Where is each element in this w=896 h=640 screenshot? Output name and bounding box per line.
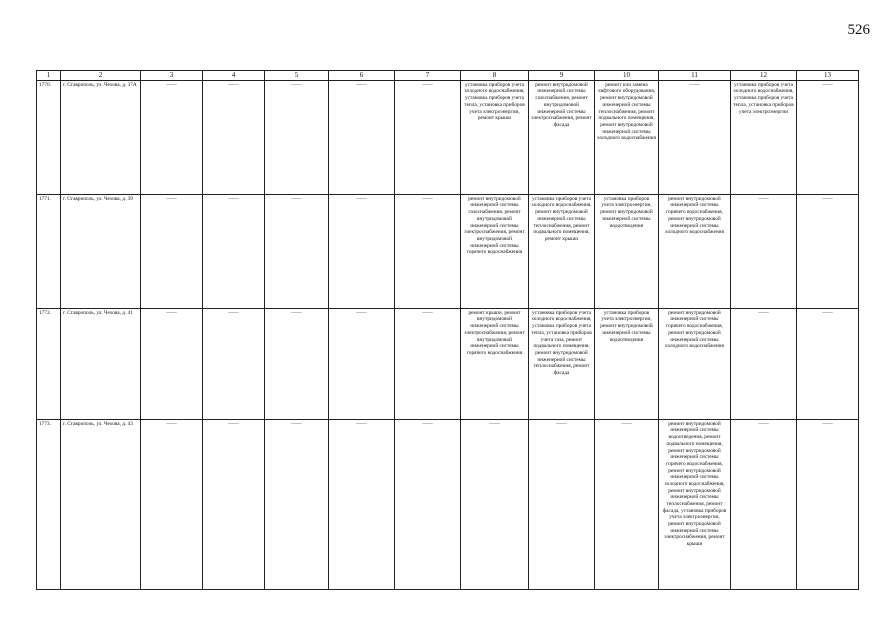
works-cell: ремонт крыши, ремонт внутридомовой инженерной системы электроснабжения, ремонт внутридомовой инженерной системы горячего водоснабжения — [461, 308, 529, 419]
column-header: 4 — [203, 71, 265, 81]
table-cell: —— — [203, 419, 265, 589]
table-cell: —— — [731, 308, 797, 419]
table-cell: —— — [797, 194, 859, 308]
column-header: 8 — [461, 71, 529, 81]
works-cell: ремонт внутридомовой инженерной системы газоснабжения, ремонт внутридомовой инженерной системы электроснабжения, ремонт внутридомовой инженерной системы горячего водоснабжения — [461, 194, 529, 308]
address-cell: г. Ставрополь, ул. Чехова, д. 37А — [61, 80, 141, 194]
row-number: 1771. — [37, 194, 61, 308]
row-number: 1770. — [37, 80, 61, 194]
table-cell: —— — [329, 194, 395, 308]
table-cell: —— — [395, 80, 461, 194]
table-cell: —— — [797, 308, 859, 419]
table-cell: —— — [395, 419, 461, 589]
column-header: 9 — [529, 71, 595, 81]
row-number: 1772. — [37, 308, 61, 419]
page-number: 526 — [847, 22, 870, 38]
column-header: 7 — [395, 71, 461, 81]
table-cell: —— — [731, 419, 797, 589]
table-cell: —— — [203, 194, 265, 308]
column-header: 2 — [61, 71, 141, 81]
column-header: 3 — [141, 71, 203, 81]
column-header: 13 — [797, 71, 859, 81]
repair-schedule-table — [36, 70, 859, 590]
row-number: 1773. — [37, 419, 61, 589]
table-cell: —— — [265, 419, 329, 589]
table-cell: —— — [529, 419, 595, 589]
table-cell: —— — [731, 194, 797, 308]
works-cell: установка приборов учета электроэнергии, ремонт внутридомовой инженерной системы водоотведения — [595, 194, 659, 308]
column-header: 11 — [659, 71, 731, 81]
table-cell: —— — [797, 419, 859, 589]
table-cell: —— — [395, 194, 461, 308]
table-cell: —— — [595, 419, 659, 589]
column-header: 12 — [731, 71, 797, 81]
table-cell: —— — [141, 80, 203, 194]
column-number-row — [37, 71, 859, 81]
table-cell: —— — [203, 80, 265, 194]
table-cell: —— — [203, 308, 265, 419]
table-cell: —— — [265, 308, 329, 419]
works-cell: ремонт внутридомовой инженерной системы водоотведения, ремонт подвального помещения, ремонт внутридомовой инженерной системы горячего водоснабжения, ремонт внутридомовой инженерной системы холодного водоснабжения, ремонт внутридомовой инженерной системы теплоснабжения, ремонт фасада, установка приборов учета электроэнергии, ремонт внутридомовой инженерной системы электроснабжения, ремонт крыши — [659, 419, 731, 589]
works-cell: установка приборов учета холодного водоснабжения, установка приборов учета тепла, установка приборов учета электроэнергии, ремонт крыши — [461, 80, 529, 194]
works-cell: установка приборов учета холодного водоснабжения, установка приборов учета тепла, установка приборов учета газа, ремонт подвального помещения, ремонт внутридомовой инженерной системы теплоснабжения, ремонт фасада — [529, 308, 595, 419]
works-cell: ремонт внутридомовой инженерной системы горячего водоснабжения, ремонт внутридомовой инженерной системы холодного водоснабжения — [659, 308, 731, 419]
table-cell: —— — [659, 80, 731, 194]
column-header: 10 — [595, 71, 659, 81]
works-cell: ремонт или замена лифтового оборудования, ремонт внутридомовой инженерной системы теплоснабжения, ремонт подвального помещения, ремонт внутридомовой инженерной системы холодного водоснабжения — [595, 80, 659, 194]
address-cell: г. Ставрополь, ул. Чехова, д. 43 — [61, 419, 141, 589]
table-cell: —— — [141, 308, 203, 419]
address-cell: г. Ставрополь, ул. Чехова, д. 41 — [61, 308, 141, 419]
table-cell: —— — [141, 419, 203, 589]
table-cell: —— — [265, 194, 329, 308]
column-header: 1 — [37, 71, 61, 81]
table-row — [37, 194, 859, 308]
table-cell: —— — [265, 80, 329, 194]
works-cell: ремонт внутридомовой инженерной системы горячего водоснабжения, ремонт внутридомовой инженерной системы холодного водоснабжения — [659, 194, 731, 308]
column-header: 5 — [265, 71, 329, 81]
column-header: 6 — [329, 71, 395, 81]
table-cell: —— — [329, 308, 395, 419]
table-row — [37, 308, 859, 419]
table-cell: —— — [461, 419, 529, 589]
table-row — [37, 80, 859, 194]
table-cell: —— — [141, 194, 203, 308]
table-row — [37, 419, 859, 589]
works-cell: установка приборов учета холодного водоснабжения, установка приборов учета тепла, установка приборов учета электроэнергии — [731, 80, 797, 194]
works-cell: установка приборов учета холодного водоснабжения, ремонт внутридомовой инженерной системы теплоснабжения, ремонт подвального помещения, ремонт крыши — [529, 194, 595, 308]
works-cell: установка приборов учета электроэнергии, ремонт внутридомовой инженерной системы водоотведения — [595, 308, 659, 419]
table-cell: —— — [797, 80, 859, 194]
table-cell: —— — [329, 419, 395, 589]
table-cell: —— — [329, 80, 395, 194]
table-cell: —— — [395, 308, 461, 419]
works-cell: ремонт внутридомовой инженерной системы газоснабжения, ремонт внутридомовой инженерной системы электроснабжения, ремонт фасада — [529, 80, 595, 194]
address-cell: г. Ставрополь, ул. Чехова, д. 39 — [61, 194, 141, 308]
